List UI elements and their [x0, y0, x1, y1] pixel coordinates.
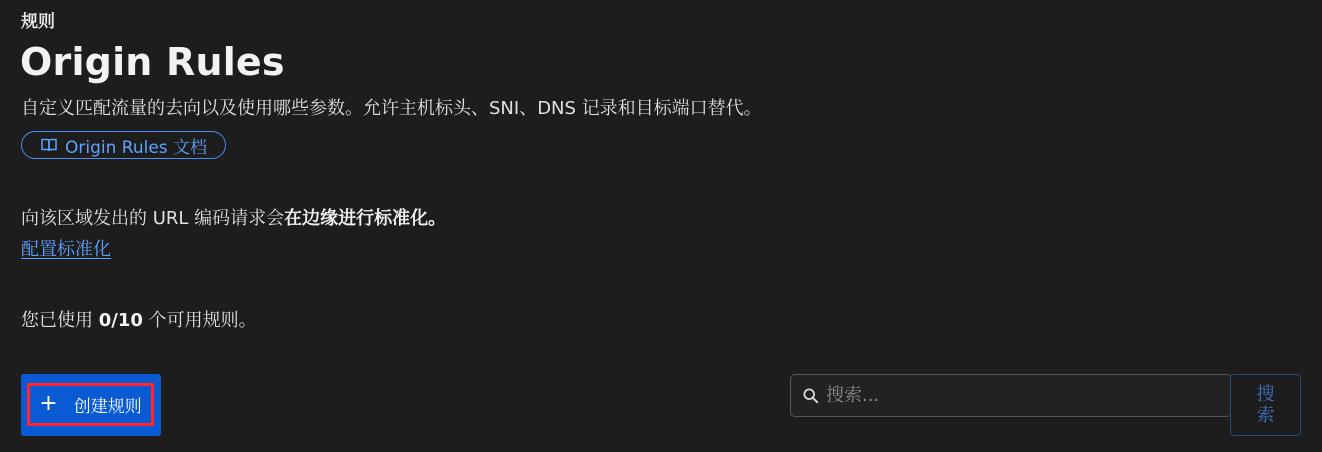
configure-normalization-link[interactable]: 配置标准化: [21, 239, 111, 260]
origin-rules-docs-link[interactable]: [21, 131, 226, 159]
page-description: 自定义匹配流量的去向以及使用哪些参数。允许主机标头、SNI、DNS 记录和目标端口替代。: [21, 98, 762, 119]
rules-usage: [21, 308, 257, 334]
search-input[interactable]: [826, 381, 1216, 411]
normalization-notice: [21, 206, 446, 232]
book-icon: [40, 136, 58, 154]
docs-link-label: Origin Rules 文档: [65, 137, 208, 158]
search-box[interactable]: [790, 374, 1232, 417]
search-icon: [802, 387, 820, 405]
normalization-text: 向该区域发出的 URL 编码请求会: [21, 208, 285, 229]
normalization-emphasis: 在边缘进行标准化。: [284, 208, 447, 229]
usage-count: 0/10: [98, 310, 143, 331]
section-label: 规则: [21, 12, 55, 32]
usage-prefix: 您已使用: [21, 310, 99, 331]
usage-suffix: 个可用规则。: [142, 310, 257, 331]
create-rule-label: 创建规则: [73, 397, 142, 417]
create-rule-button[interactable]: [27, 383, 154, 426]
plus-icon: +: [39, 390, 58, 416]
page-title: Origin Rules: [20, 40, 285, 84]
search-button[interactable]: 搜 索: [1230, 374, 1301, 436]
create-rule-container: [21, 374, 161, 436]
